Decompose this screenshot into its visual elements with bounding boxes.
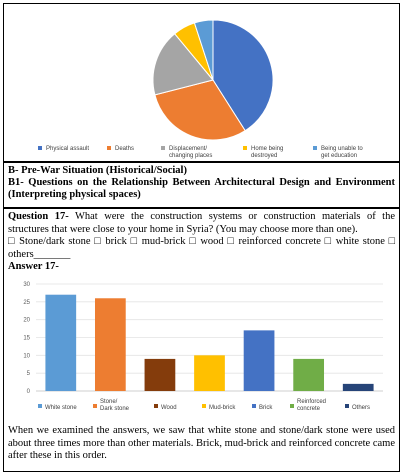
bar-legend-label: concrete — [297, 405, 321, 412]
conclusion-text: When we examined the answers, we saw that white stone and stone/dark stone were used about three times more than other materials. Brick, mud-brick and reinforced concrete came after these in this order. — [8, 425, 395, 461]
bar-legend-marker — [38, 404, 42, 408]
question-label: Question 17- — [8, 211, 69, 222]
bar-legend-label: Brick — [259, 404, 273, 411]
bar — [145, 358, 176, 390]
bar-legend-marker — [93, 404, 97, 408]
bar — [343, 383, 374, 390]
y-tick-label: 20 — [23, 317, 30, 324]
bar-legend-marker — [202, 404, 206, 408]
bar-legend-label: White stone — [45, 404, 77, 411]
pie-legend-label: Deaths — [115, 146, 135, 152]
bar-legend-label: Reinforced — [297, 398, 327, 405]
bar-legend-marker — [154, 404, 158, 408]
bar — [244, 330, 275, 391]
bar — [95, 298, 126, 391]
question-text — [8, 211, 395, 236]
bar-legend-label: Others — [352, 404, 371, 411]
pie-legend-marker — [38, 146, 42, 150]
bar — [194, 355, 225, 391]
pie-chart — [4, 4, 399, 161]
y-tick-label: 25 — [23, 299, 30, 306]
pie-legend-marker — [313, 146, 317, 150]
bar — [45, 294, 76, 390]
pie-legend-label: Being unable to — [321, 146, 363, 152]
bar-legend-marker — [290, 404, 294, 408]
answer-label: Answer 17- — [8, 261, 59, 272]
y-tick-label: 5 — [26, 370, 30, 377]
question-options: □ Stone/dark stone □ brick □ mud-brick □ wood □ reinforced concrete □ white stone □ others_______ — [8, 236, 395, 260]
y-tick-label: 0 — [26, 388, 30, 395]
pie-legend-label: get education — [321, 153, 358, 159]
bar-legend-label: Stone/ — [100, 398, 118, 405]
pie-legend-marker — [107, 146, 111, 150]
y-tick-label: 10 — [23, 352, 30, 359]
section-heading-panel — [3, 162, 400, 208]
pie-legend-label: changing places — [169, 153, 213, 159]
bar-legend-label: Mud-brick — [209, 404, 236, 411]
subsection-title: B1- Questions on the Relationship Between Architectural Design and Environment (Interpreting physical spaces) — [8, 177, 395, 200]
question-body: What were the construction systems or construction materials of the structures that were close to your home in Syria? (You may choose more than one). — [8, 211, 395, 235]
pie-legend-label: Home being — [251, 146, 284, 152]
pie-legend-label: destroyed — [251, 153, 278, 159]
bar-legend-label: Dark stone — [100, 405, 130, 412]
pie-chart-panel — [3, 3, 400, 162]
bar-legend-label: Wood — [161, 404, 177, 411]
bar-chart — [8, 280, 395, 417]
bar-legend-marker — [345, 404, 349, 408]
bar-legend-marker — [252, 404, 256, 408]
pie-legend-label: Displacement/ — [169, 146, 208, 152]
pie-legend-marker — [161, 146, 165, 150]
y-tick-label: 30 — [23, 281, 30, 288]
pie-legend-label: Physical assault — [46, 146, 90, 152]
bar — [293, 358, 324, 390]
y-tick-label: 15 — [23, 335, 30, 341]
question-panel — [3, 208, 400, 472]
section-title: B- Pre-War Situation (Historical/Social) — [8, 165, 187, 176]
pie-legend-marker — [243, 146, 247, 150]
